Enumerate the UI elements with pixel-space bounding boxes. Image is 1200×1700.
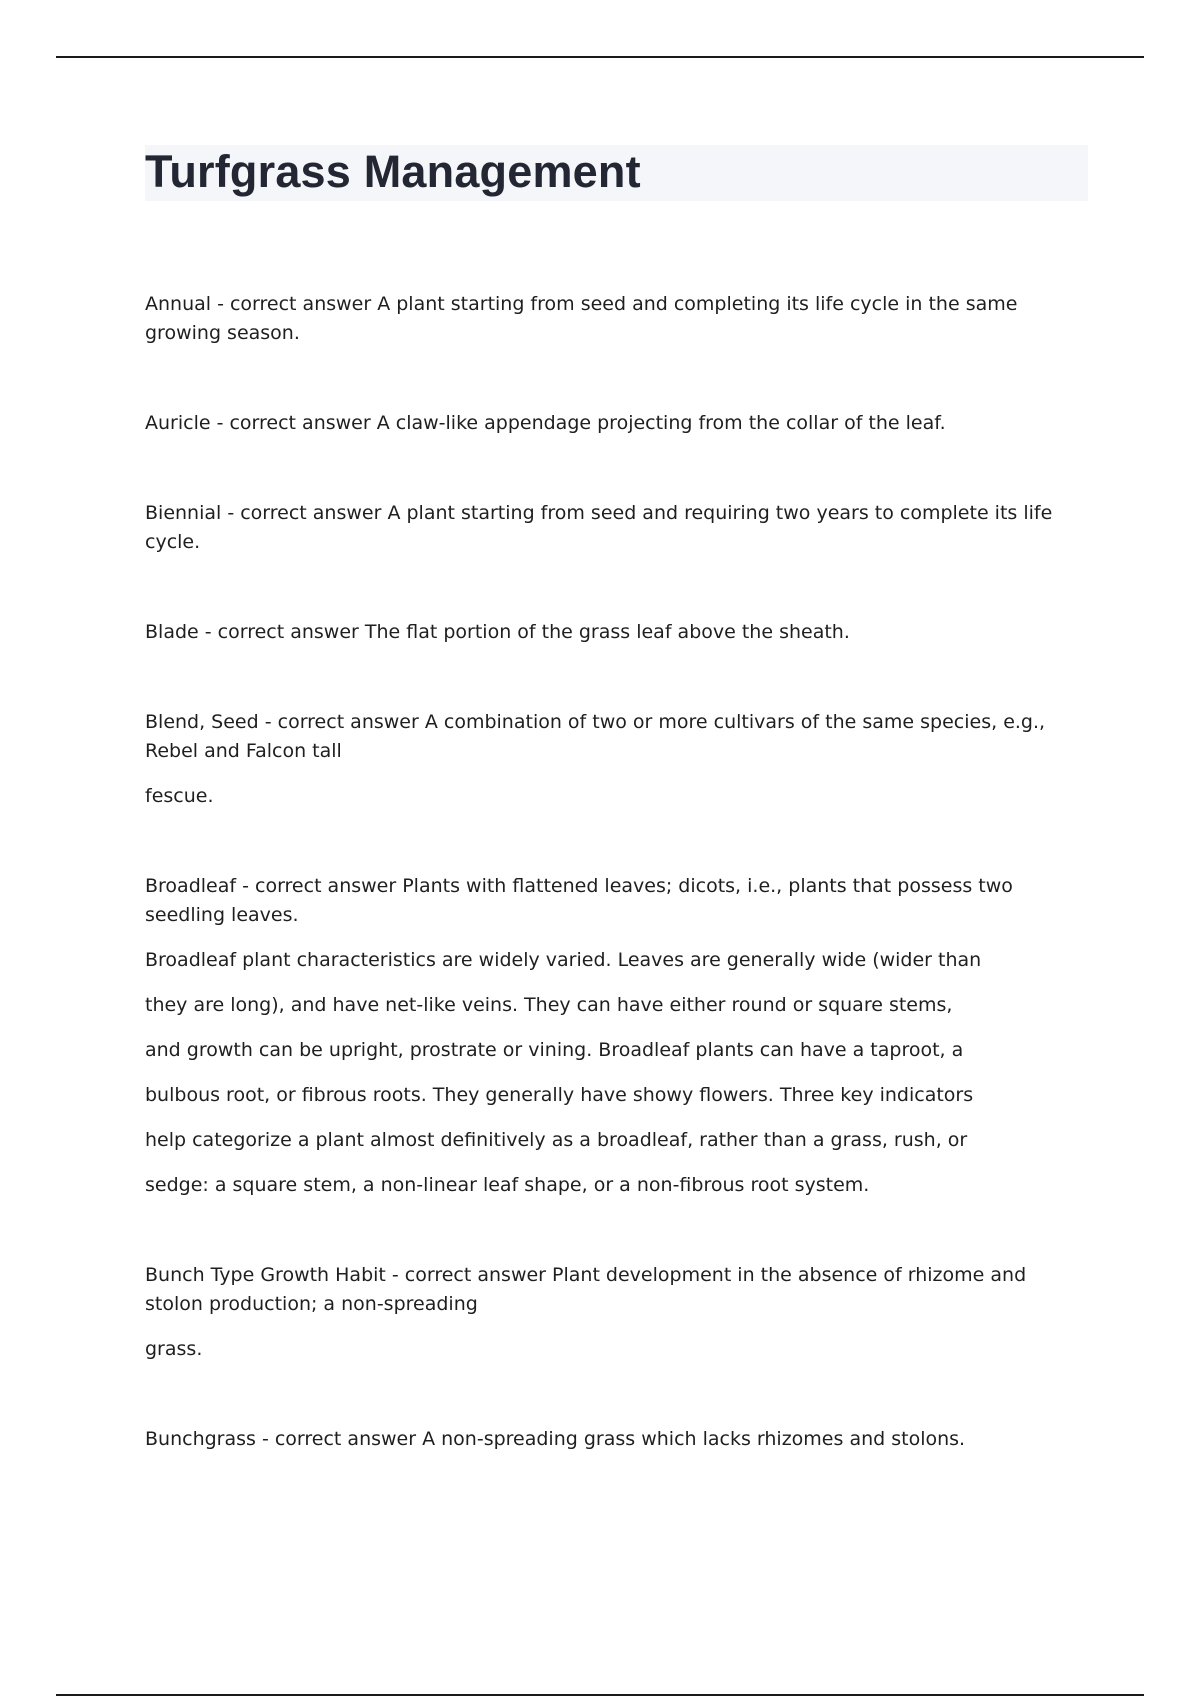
top-rule [56,56,1144,58]
entry-text-continued: help categorize a plant almost definitively as a broadleaf, rather than a grass, rush, or [145,1129,968,1151]
entry-text-continued: fescue. [145,785,214,807]
entry-biennial [145,499,1090,557]
entry-text: Auricle - correct answer A claw-like appendage projecting from the collar of the leaf. [145,412,946,434]
entry-text: Blend, Seed - correct answer A combination of two or more cultivars of the same species, e.g., Rebel and Falcon tall [145,711,1046,762]
entry-text: Bunchgrass - correct answer A non-spreading grass which lacks rhizomes and stolons. [145,1428,966,1450]
entry-broadleaf [145,872,1090,1200]
entry-text: Annual - correct answer A plant starting from seed and completing its life cycle in the same growing season. [145,293,1018,344]
glossary-content [145,290,1090,1454]
entry-text-continued: they are long), and have net-like veins. They can have either round or square stems, [145,994,953,1016]
entry-bunch-type-growth-habit [145,1261,1090,1364]
entry-blend-seed [145,708,1090,811]
entry-text-continued: and growth can be upright, prostrate or vining. Broadleaf plants can have a taproot, a [145,1039,964,1061]
entry-bunchgrass [145,1425,1090,1454]
entry-blade [145,618,1090,647]
entry-annual [145,290,1090,348]
entry-text-continued: Broadleaf plant characteristics are widely varied. Leaves are generally wide (wider than [145,949,982,971]
entry-text: Biennial - correct answer A plant starting from seed and requiring two years to complete its life cycle. [145,502,1053,553]
entry-text: Broadleaf - correct answer Plants with flattened leaves; dicots, i.e., plants that possess two seedling leaves. [145,875,1013,926]
entry-auricle [145,409,1090,438]
entry-text-continued: sedge: a square stem, a non-linear leaf shape, or a non-fibrous root system. [145,1174,870,1196]
entry-text: Bunch Type Growth Habit - correct answer Plant development in the absence of rhizome and stolon production; a non-spreading [145,1264,1027,1315]
entry-text-continued: grass. [145,1338,203,1360]
entry-text-continued: bulbous root, or fibrous roots. They generally have showy flowers. Three key indicators [145,1084,974,1106]
bottom-rule [56,1694,1144,1696]
entry-text: Blade - correct answer The flat portion of the grass leaf above the sheath. [145,621,850,643]
page-title: Turfgrass Management [145,146,641,197]
